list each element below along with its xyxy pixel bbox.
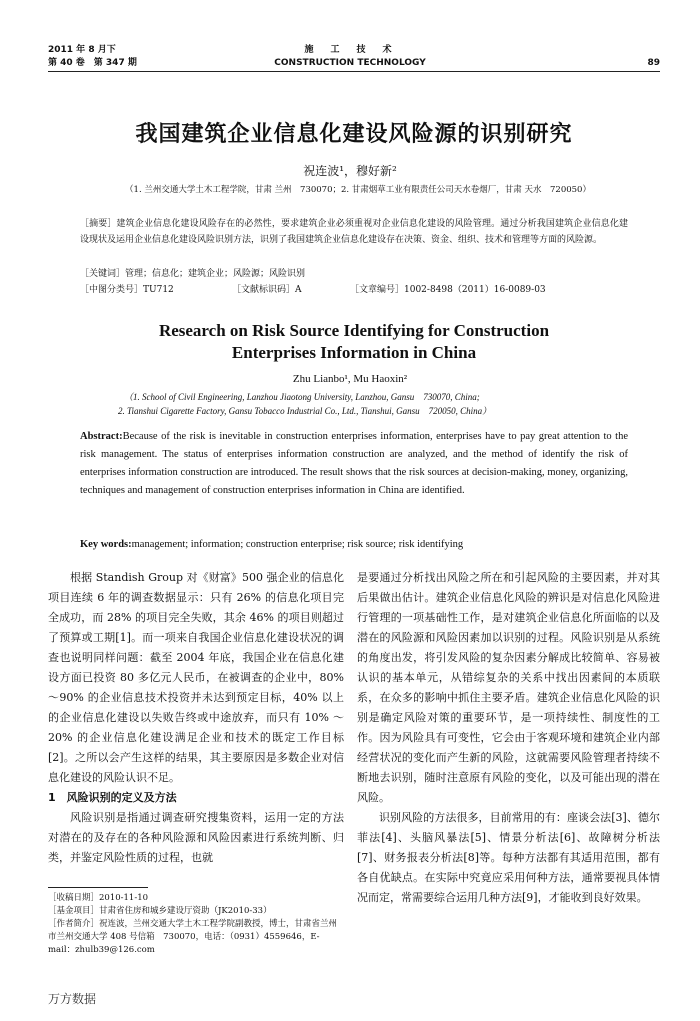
authors-cn: 祝连波¹，穆好新²: [303, 164, 397, 178]
abstract-cn: ［摘要］建筑企业信息化建设风险存在的必然性，要求建筑企业必须重视对企业信息化建设的风险管理。通过分析我国建筑企业信息化建设现状及运用企业信息化建设风险识别方法，识别了我国建筑企业信息化建设存在决策、资金、组织、技术和管理等方面的风险源。: [80, 219, 628, 245]
class-number: ［中图分类号］TU712: [80, 285, 174, 295]
keywords-cn: ［关键词］管理；信息化；建筑企业；风险源；风险识别: [80, 269, 306, 279]
affiliation-en-2: 2. Tianshui Cigarette Factory, Gansu Tobacco Industrial Co., Ltd., Tianshui, Gansu 720050, China）: [118, 406, 492, 416]
right-paragraph-1: 是要通过分析找出风险之所在和引起风险的主要因素，并对其后果做出估计。建筑企业信息化风险的辨识是对信息化风险进行管理的一项基础性工作，是对建筑企业信息化所面临的以及潜在的风险源和风险因素加以识别的过程。风险识别是从系统的角度出发，将引发风险的复杂因素分解成比较简单、容易被认识的基本单元，从错综复杂的关系中找出因素间的本质联系，在众多的影响中抓住主要矛盾。建筑企业信息化风险的识别是确定风险对策的重要环节，是一项持续性、制度性的工作。因为风险具有可变性，它会由于客观环境和建筑企业内部经营状况的变化而产生新的风险，这就需要风险管理者持续不断地去识别，随时注意原有风险的变化，以及可能出现的潜在风险。: [357, 571, 660, 804]
left-paragraph-2: 风险识别是指通过调查研究搜集资料，运用一定的方法对潜在的及存在的各种风险源和风险因素进行系统判断、归类，并鉴定风险性质的过程，也就: [48, 811, 344, 864]
header-page-number: 89: [647, 58, 660, 68]
keywords-en: [80, 536, 628, 554]
article-number: ［文章编号］1002-8498（2011）16-0089-03: [350, 285, 546, 295]
right-paragraph-2: 识别风险的方法很多，目前常用的有：座谈会法[3]、德尔菲法[4]、头脑风暴法[5]、情景分析法[6]、故障树分析法[7]、财务报表分析法[8]等。每种方法都有其适用范围，都有各自优缺点。在实际中究竟应采用何种方法，通常要视具体情况而定，常需要综合运用几种方法[9]，才能收到良好效果。: [357, 811, 660, 904]
keywords-en-text: management; information; construction enterprise; risk source; risk identifying: [131, 539, 464, 550]
abstract-en-label: Abstract:: [80, 431, 123, 442]
affiliation-en-1: （1. School of Civil Engineering, Lanzhou Jiaotong University, Lanzhou, Gansu 730070, China;: [124, 392, 480, 402]
left-paragraph-1: 根据 Standish Group 对《财富》500 强企业的信息化项目连续 6 年的调查数据显示：只有 26% 的信息化项目完全成功，而 28% 的项目完全失败，其余 46% 的项目则超过了预算或工期[1]。而一项来自我国企业信息化建设状况的调查也说明同样问题：截至 2004 年底，我国企业在信息化建设方面已投资 80 多亿元人民币，在被调查的企业中，80% ～90% 的企业信息技术投资并未达到预定目标，40% 以上的企业信息化建设以失败告终或中途放弃，而只有 10% ～20% 的企业信息化建设满足企业和技术的既定工作目标[2]。之所以会产生这样的结果，其主要原因是多数企业对信息化建设的风险认识不足。: [48, 571, 344, 784]
document-code: ［文献标识码］A: [232, 285, 302, 295]
header-date: 2011 年 8 月下: [48, 45, 116, 55]
authors-en: Zhu Lianbo¹, Mu Haoxin²: [292, 373, 408, 385]
abstract-en: [80, 428, 628, 500]
watermark-text: 万方数据: [48, 992, 97, 1006]
left-column: [48, 568, 344, 868]
abstract-en-text: Because of the risk is inevitable in construction enterprises information, enterprises have to pay great attention to the risk management. The status of enterprises information construction are analyzed, and the method of identify the risk of enterprises information construction are introduced. The result shows that the risk sources at decision-making, money, organizing, techniques and management of construction enterprises information in China are identified.: [80, 431, 628, 496]
title-en-line2: Enterprises Information in China: [231, 343, 477, 362]
title-cn: 我国建筑企业信息化建设风险源的识别研究: [135, 121, 573, 147]
header-journal-cn: 施 工 技 术: [304, 45, 396, 55]
footnote-fund: ［基金项目］甘肃省住房和城乡建设厅资助（JK2010-33）: [48, 906, 272, 916]
right-column: [357, 568, 660, 908]
keywords-en-label: Key words:: [80, 539, 132, 550]
footnotes: [48, 892, 344, 957]
section-heading-1: 1 风险识别的定义及方法: [48, 791, 177, 804]
affiliation-cn: （1. 兰州交通大学土木工程学院，甘肃 兰州 730070；2. 甘肃烟草工业有限责任公司天水卷烟厂，甘肃 天水 720050）: [125, 185, 591, 195]
header-journal-en: CONSTRUCTION TECHNOLOGY: [274, 58, 426, 68]
footnote-rule: [48, 887, 148, 888]
title-en-line1: Research on Risk Source Identifying for Construction: [158, 321, 550, 340]
footnote-received: ［收稿日期］2010-11-10: [48, 893, 149, 903]
footnote-author: ［作者简介］祝连波，兰州交通大学土木工程学院副教授，博士，甘肃省兰州市兰州交通大学 408 号信箱 730070，电话：（0931）4559646，E-mail：zhulb39@126.com: [48, 919, 338, 955]
header-volume: 第 40 卷 第 347 期: [48, 58, 137, 68]
header-rule: [48, 71, 660, 72]
